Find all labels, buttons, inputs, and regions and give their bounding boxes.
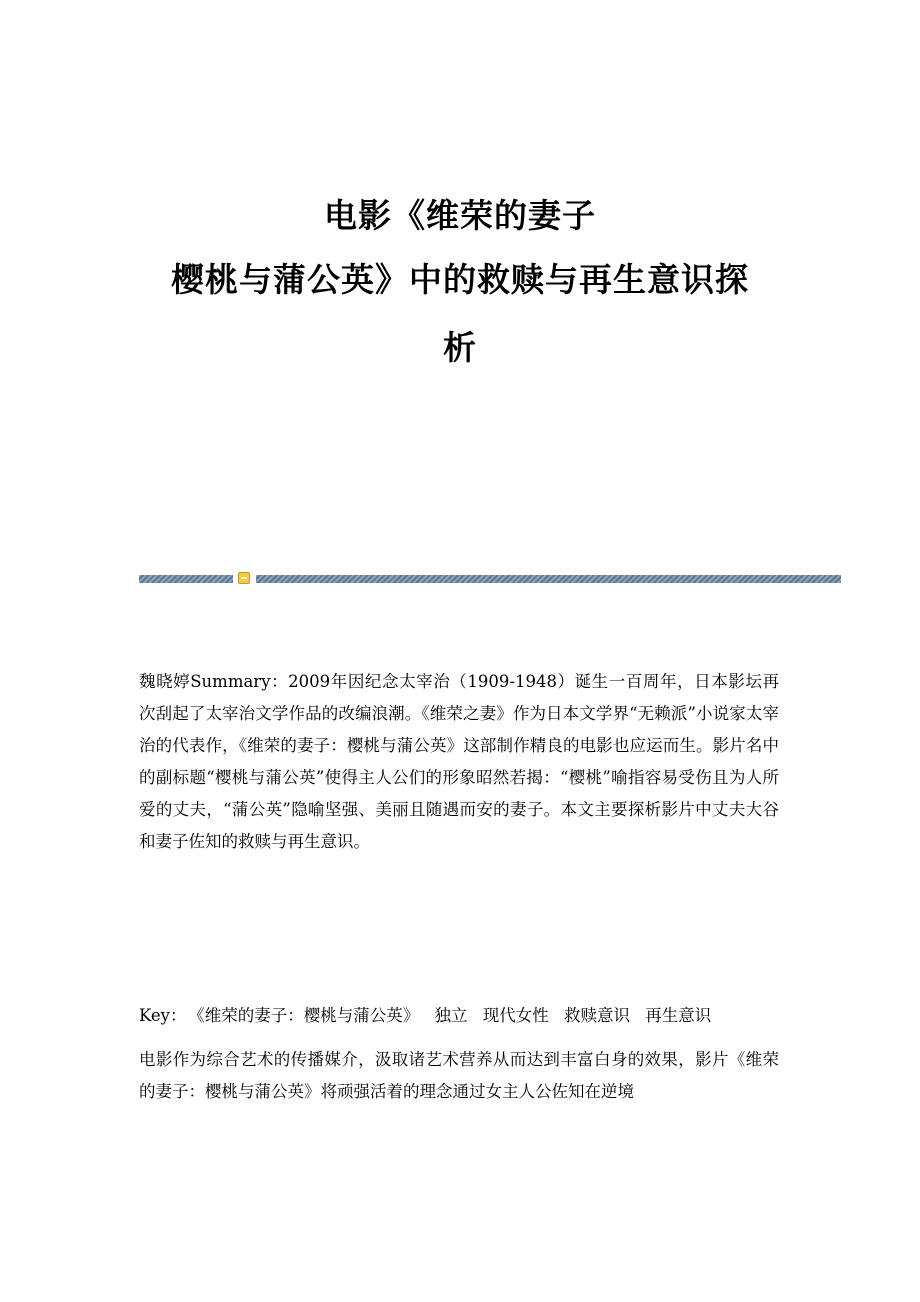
title-line-2: 樱桃与蒲公英》中的救赎与再生意识探 (171, 260, 749, 299)
keyword-item: 现代女性 (482, 1006, 549, 1025)
keyword-item: 《维荣的妻子：樱桃与蒲公英》 (196, 1006, 420, 1025)
divider-ornament-icon (238, 572, 250, 584)
title-line-3: 析 (443, 328, 477, 367)
document-body (139, 666, 779, 1108)
body-paragraph-1: 电影作为综合艺术的传播媒介，汲取诸艺术营养从而达到丰富白身的效果，影片《维荣的妻子：樱桃与蒲公英》将顽强活着的理念通过女主人公佐知在逆境 (139, 1050, 779, 1101)
keyword-item: 独立 (434, 1006, 468, 1025)
keyword-item: 救赎意识 (563, 1006, 630, 1025)
keywords-line (139, 1000, 779, 1032)
divider-bar-right (256, 575, 841, 583)
decorative-divider (139, 572, 841, 586)
keywords-label: Key： (139, 1006, 187, 1025)
divider-bar-left (139, 575, 233, 583)
document-title (130, 196, 790, 368)
summary-paragraph: 魏晓婷Summary：2009年因纪念太宰治（1909-1948）诞生一百周年，日本影坛再次刮起了太宰治文学作品的改编浪潮。《维荣之妻》作为日本文学界“无赖派”小说家太宰治的代表作，《维荣的妻子：樱桃与蒲公英》这部制作精良的电影也应运而生。影片名中的副标题“樱桃与蒲公英”使得主人公们的形象昭然若揭：“樱桃”喻指容易受伤且为人所爱的丈夫，“蒲公英”隐喻坚强、美丽且随遇而安的妻子。本文主要探析影片中丈夫大谷和妻子佐知的救赎与再生意识。 (139, 672, 779, 851)
title-line-1: 电影《维荣的妻子 (324, 196, 596, 235)
keyword-item: 再生意识 (645, 1006, 712, 1025)
